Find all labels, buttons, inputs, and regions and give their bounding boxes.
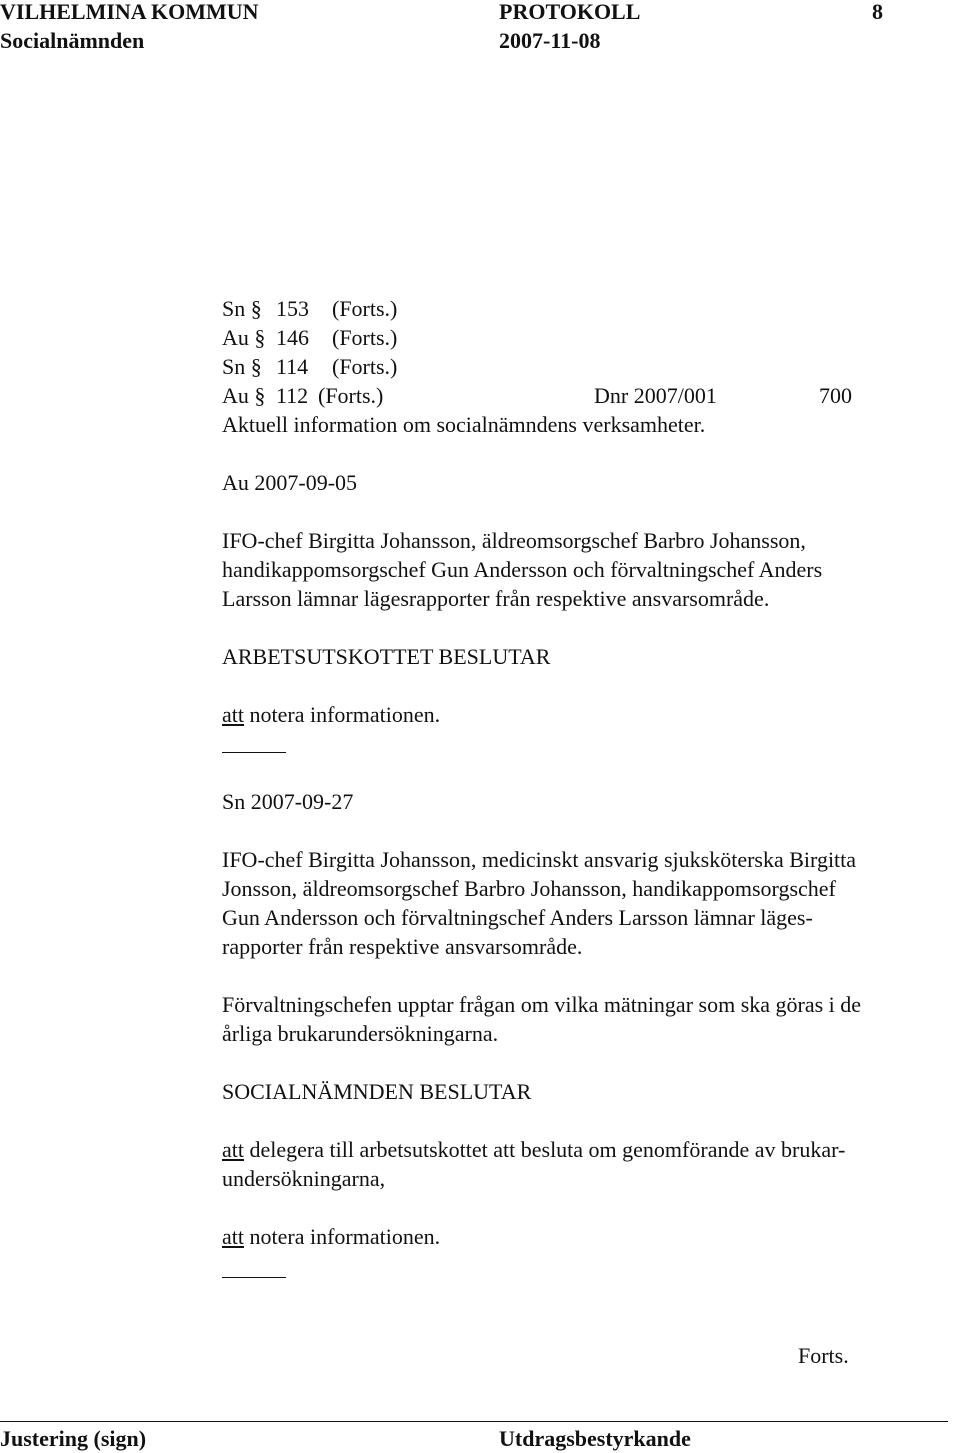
reference-line (222, 352, 262, 381)
footer-utdragsbestyrkande: Utdragsbestyrkande (499, 1426, 691, 1451)
reference-number: 112 (276, 383, 309, 408)
au-body-line: IFO-chef Birgitta Johansson, äldreomsorgschef Barbro Johansson, (222, 528, 806, 553)
section-symbol: § (254, 325, 266, 350)
au-decision (222, 700, 440, 729)
sn-heading: Sn 2007-09-27 (222, 789, 354, 814)
reference-note: (Forts.) (332, 325, 398, 350)
sn-body2-line: Förvaltningschefen upptar frågan om vilka mätningar som ska göras i de (222, 992, 862, 1017)
reference-body: Au (222, 325, 249, 350)
sn-decision-heading: SOCIALNÄMNDEN BESLUTAR (222, 1079, 532, 1104)
att-keyword: att (222, 1224, 244, 1249)
sn-body2-line: årliga brukarundersökningarna. (222, 1021, 499, 1046)
footer-rule (0, 1421, 948, 1422)
reference-line (222, 323, 265, 352)
section-separator (222, 1277, 286, 1278)
footer-justering: Justering (sign) (0, 1426, 147, 1451)
sn-decision-2 (222, 1222, 440, 1251)
reference-body: Sn (222, 296, 246, 321)
sn-body-line: rapporter från respektive ansvarsområde. (222, 934, 583, 959)
reference-number: 114 (276, 354, 309, 379)
subject-line: Aktuell information om socialnämndens verksamheter. (222, 412, 706, 437)
au-body-line: Larsson lämnar lägesrapporter från respektive ansvarsområde. (222, 586, 770, 611)
header-page-number: 8 (872, 0, 883, 24)
header-org: VILHELMINA KOMMUN (0, 0, 259, 24)
section-symbol: § (250, 296, 262, 321)
att-keyword: att (222, 1137, 244, 1162)
au-body-line: handikappomsorgschef Gun Andersson och förvaltningschef Anders (222, 557, 823, 582)
sn-body-line: Jonsson, äldreomsorgschef Barbro Johansson, handikappomsorgschef (222, 876, 836, 901)
sn-decision-1 (222, 1135, 845, 1164)
continued-marker: Forts. (798, 1343, 849, 1368)
header-doc-type: PROTOKOLL (499, 0, 641, 24)
reference-note: (Forts.) (332, 296, 398, 321)
reference-body: Sn (222, 354, 246, 379)
dnr-label: Dnr 2007/001 (594, 383, 717, 408)
au-heading: Au 2007-09-05 (222, 470, 358, 495)
header-date: 2007-11-08 (499, 28, 601, 53)
dnr-code: 700 (819, 383, 852, 408)
reference-note: (Forts.) (318, 383, 384, 408)
section-separator (222, 752, 286, 753)
section-symbol: § (254, 383, 266, 408)
reference-line (222, 294, 262, 323)
att-keyword: att (222, 702, 244, 727)
reference-body: Au (222, 383, 249, 408)
au-decision-heading: ARBETSUTSKOTTET BESLUTAR (222, 644, 551, 669)
sn-body-line: Gun Andersson och förvaltningschef Anders Larsson lämnar läges- (222, 905, 813, 930)
reference-line (222, 381, 265, 410)
sn-decision-1-continued: undersökningarna, (222, 1166, 386, 1191)
sn-decision-1-text: delegera till arbetsutskottet att besluta om genomförande av brukar- (244, 1137, 846, 1162)
sn-body-line: IFO-chef Birgitta Johansson, medicinskt ansvarig sjuksköterska Birgitta (222, 847, 857, 872)
sn-decision-2-text: notera informationen. (244, 1224, 441, 1249)
au-decision-text: notera informationen. (244, 702, 441, 727)
reference-note: (Forts.) (332, 354, 398, 379)
header-committee: Socialnämnden (0, 28, 145, 53)
section-symbol: § (250, 354, 262, 379)
reference-number: 146 (276, 325, 309, 350)
reference-number: 153 (276, 296, 309, 321)
